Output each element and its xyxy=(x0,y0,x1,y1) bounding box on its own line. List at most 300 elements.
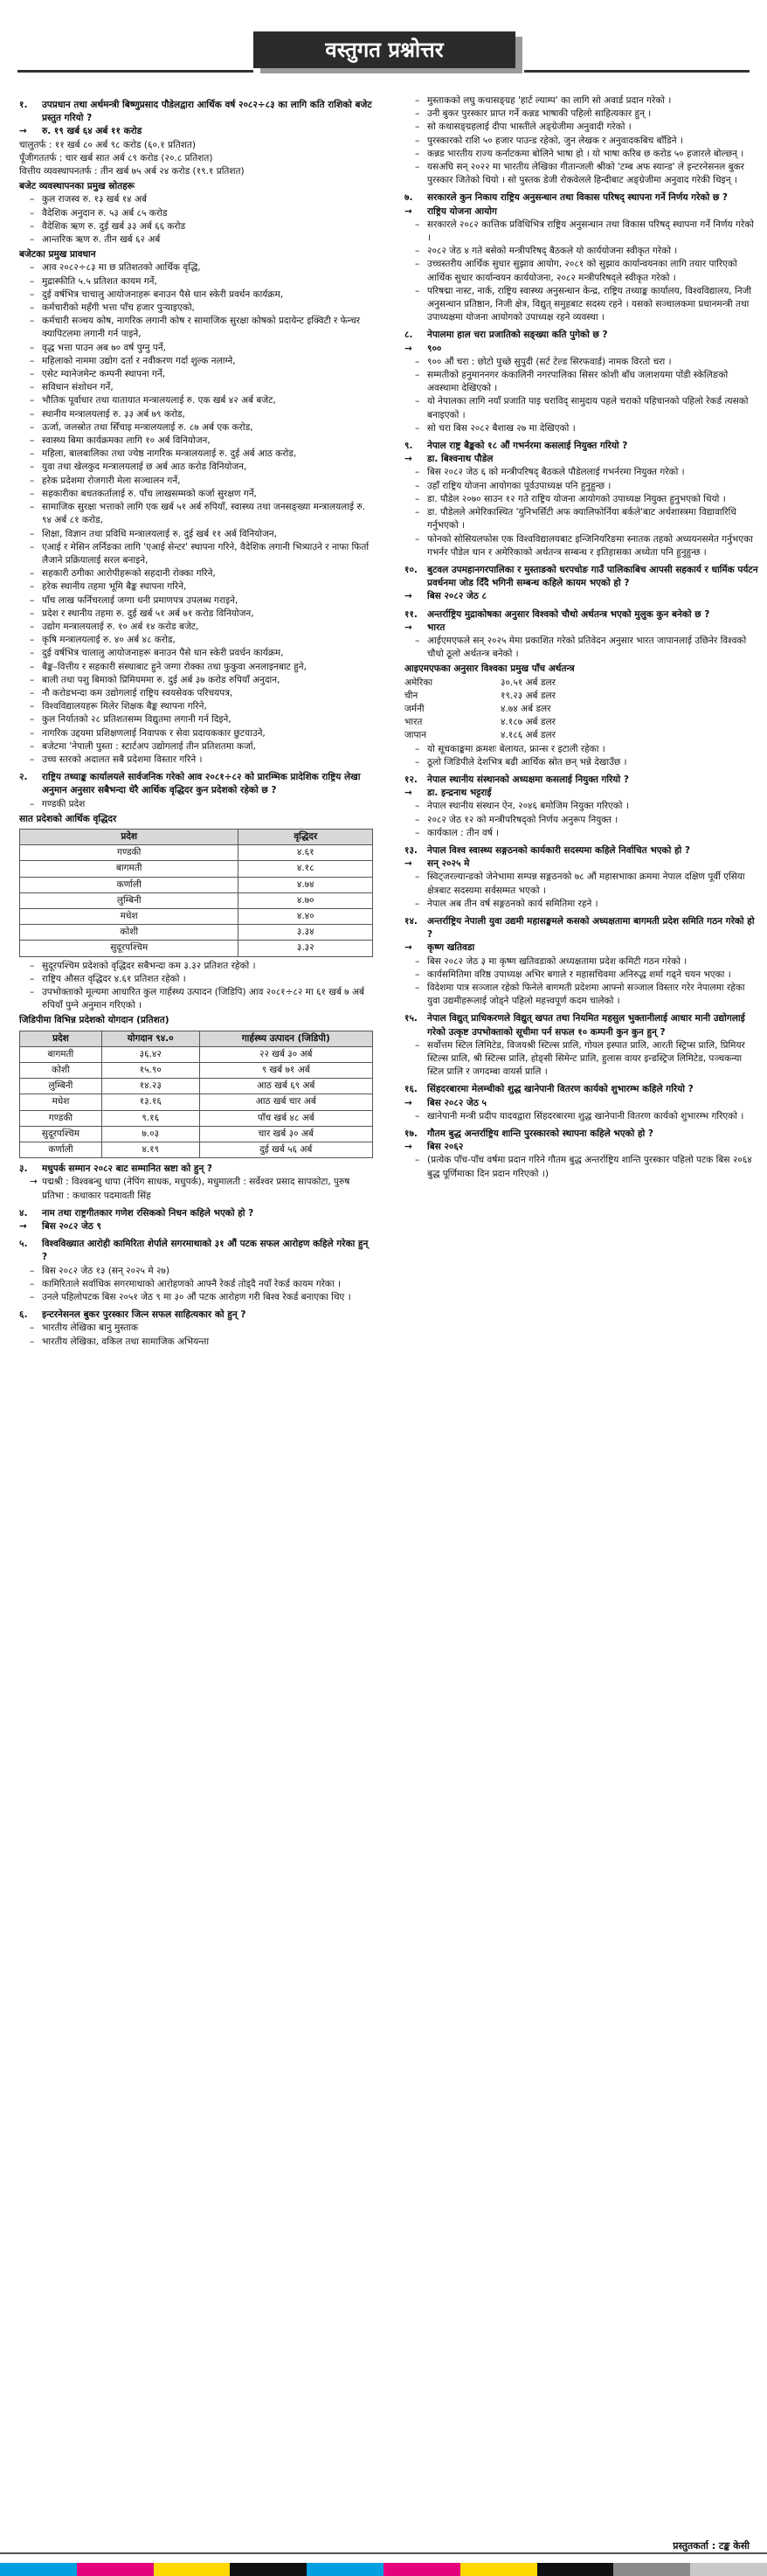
table-cell: लुम्बिनी xyxy=(20,1079,102,1094)
bullet-dash: – xyxy=(30,1336,35,1347)
bullet-dash: – xyxy=(415,756,420,767)
table-cell: ३६.४२ xyxy=(101,1046,199,1062)
question-number: ७. xyxy=(404,192,413,204)
list-item xyxy=(19,342,373,355)
question xyxy=(19,1238,373,1264)
table-cell: ४.४० xyxy=(238,908,373,924)
bullet-dash: – xyxy=(30,194,35,205)
list-item-text: एसेट म्यानेजमेन्ट कम्पनी स्थापना गर्ने, xyxy=(42,369,166,380)
table-cell: बागमती xyxy=(20,1046,102,1062)
question-text: बुटवल उपमहानगरपालिका र मुस्ताङको धरपचोङ गाउँ पालिकाबिच आपसी सहकार्य र धार्मिक पर्यटन प्रवर्धनमा जोड दिँदै भगिनी सम्बन्ध कहिले कायम भएको हो ? xyxy=(427,564,758,589)
list-item xyxy=(19,1278,373,1291)
list-item-text: हरेक प्रदेशमा रोजगारी मेला सञ्चालन गर्ने, xyxy=(42,475,181,486)
list-item-text: उपभोक्ताको मूल्यमा आधारित कुल गार्हस्थ्य उत्पादन (जिडिपि) आव २०८१÷८२ मा ६१ खर्ब ७ अर्ब रुपियाँ पुग्ने अनुमान गरिएको । xyxy=(42,987,364,1011)
list-item-text: कृषि मन्त्रालयलाई रु. ४० अर्ब ४८ करोड, xyxy=(42,635,176,646)
list-item xyxy=(404,1154,758,1180)
list-item-text: हरेक स्थानीय तहमा भूमि बैङ्क स्थापना गरिने, xyxy=(42,581,187,593)
list-item xyxy=(19,1322,373,1335)
table-header-cell: योगदान ९४.० xyxy=(101,1031,199,1046)
list-item xyxy=(19,368,373,381)
question xyxy=(19,771,373,797)
answer-text: गण्डकी प्रदेश xyxy=(42,798,86,809)
list-item-text: यो नेपालका लागि नयाँ प्रजाति पाइ चराविद् सामुदाय पहले चराको पहिचानको पहिलो रेकर्ड त्यसको बनाइएको । xyxy=(427,396,749,420)
list-item xyxy=(19,434,373,448)
list-item-text: सुदूरपश्चिम प्रदेशको वृद्धिदर सबैभन्दा कम ३.३२ प्रतिशत रहेको । xyxy=(42,960,256,971)
country-name: अमेरिका xyxy=(404,677,433,688)
list-item xyxy=(19,302,373,315)
list-item-text: उच्चस्तरीय आर्थिक सुधार सुझाव आयोग, २०८१ को सुझाव कार्यान्वयनका लागि तयार पारिएको आर्थिक सुधार कार्यान्वयन कार्ययोजना, २०८२ मन्त्रीपरिषद्ले स्वीकृत गरेको । xyxy=(427,259,737,283)
list-item xyxy=(19,193,373,206)
gdp-value: ४.७४ अर्ब डलर xyxy=(501,703,551,714)
answer-arrow-icon: → xyxy=(19,126,27,137)
bullet-dash: – xyxy=(30,621,35,632)
bullet-dash: – xyxy=(415,396,420,407)
list-item xyxy=(404,245,758,258)
list-item-text: सर्वोत्तम स्टिल लिमिटेड, विजयश्री स्टिल्स प्रालि, गोयल इस्पात प्रालि, आरती स्ट्रिप्स प्रालि, प्रिमियर स्टिल्स प्रालि, श्री स्टिल्स प्रालि, होङ्सी सिमेन्ट प्रालि, हुलास वायर इन्डस्ट्रिज लिमिटेड, पञ्चकन्या स्टिल प्रालि र जगदम्बा वायर्स प्रालि । xyxy=(427,1039,745,1078)
list-item xyxy=(19,408,373,421)
bullet-dash: – xyxy=(30,382,35,393)
answer-text: बिस २०८२ जेठ ८ xyxy=(427,591,487,602)
bullet-dash: – xyxy=(415,898,420,909)
list-item-text: वृद्ध भत्ता पाउन अब ७० वर्ष पुग्नु पर्ने, xyxy=(42,342,166,353)
list-item-text: बजेटमा 'नेपाली पुस्ता : स्टार्टअप उद्योगलाई तीन प्रतिशतमा कर्जा, xyxy=(42,740,256,752)
left-column xyxy=(19,94,373,1349)
list-item xyxy=(404,982,758,1008)
bullet-dash: – xyxy=(30,288,35,300)
list-item-text: पाँच लाख फर्निचरलाई जग्गा धनी प्रमाणपत्र उपलब्ध गराइने, xyxy=(42,594,238,606)
list-item xyxy=(19,461,373,474)
question xyxy=(404,329,758,342)
list-item-text: २०८२ जेठ ४ गते बसेको मन्त्रीपरिषद् बैठकले यो कार्ययोजना स्वीकृत गरेको । xyxy=(427,246,678,257)
color-swatch xyxy=(613,2563,690,2576)
table-cell: दुई खर्ब ५६ अर्ब xyxy=(199,1142,372,1158)
bullet-dash: – xyxy=(415,259,420,270)
data-table xyxy=(19,1031,373,1159)
answer xyxy=(404,787,758,800)
bullet-dash: – xyxy=(30,674,35,685)
list-item xyxy=(404,969,758,982)
list-item-text: उहाँ राष्ट्रिय योजना आयोगका पूर्वउपाध्यक्ष पनि हुनुहुन्छ । xyxy=(427,480,612,491)
answer-text: भारत xyxy=(427,621,446,633)
answer xyxy=(19,1220,373,1233)
list-item-text: बिस २०८२ जेठ ६ को मन्त्रीपरिषद् बैठकले पौडेललाई गभर्नरमा नियुक्त गरेको । xyxy=(427,467,685,478)
table-cell: ७.०३ xyxy=(101,1126,199,1142)
bullet-dash: – xyxy=(415,108,420,120)
list-item-text: डा. पौडेलले अमेरिकास्थित 'युनिभर्सिटी अफ क्यालिफोर्निया बर्कले'बाट अर्थशास्त्रमा विद्यावारिधि गर्नुभएको । xyxy=(427,507,736,531)
bullet-dash: – xyxy=(415,356,420,367)
bullet-dash: – xyxy=(415,743,420,754)
question-number: ११. xyxy=(404,608,418,620)
country-name: भारत xyxy=(404,717,423,728)
bullet-dash: – xyxy=(30,316,35,327)
list-item xyxy=(19,713,373,726)
list-item xyxy=(19,1291,373,1304)
question-number: ८. xyxy=(404,330,413,341)
color-swatch xyxy=(154,2563,231,2576)
answer-arrow-icon: → xyxy=(404,343,412,354)
list-item xyxy=(404,258,758,284)
list-item xyxy=(404,814,758,827)
table-row xyxy=(20,925,373,941)
list-item xyxy=(404,898,758,911)
list-item-text: दुई वर्षभित्र चालालु आयोजनाहरू बनाउन पैसे धान स्केरी प्रवर्धन कार्यक्रम, xyxy=(42,648,284,659)
list-item-text: स्वास्थ्य बिमा कार्यक्रमका लागि १० अर्ब विनियोजन, xyxy=(42,435,211,447)
answer xyxy=(404,941,758,955)
bullet-dash: – xyxy=(30,987,35,997)
table-cell: ४.७४ xyxy=(238,877,373,892)
bullet-dash: – xyxy=(415,122,420,133)
list-item xyxy=(404,743,758,756)
table-row xyxy=(20,1094,373,1110)
question-number: १६. xyxy=(404,1084,418,1095)
bullet-dash: – xyxy=(30,435,35,447)
table-row xyxy=(20,1079,373,1094)
bullet-dash: – xyxy=(30,234,35,246)
bullet-dash: – xyxy=(30,608,35,619)
bullet-dash: – xyxy=(30,207,35,219)
list-item-text: नेपाल स्थानीय संस्थान ऐन, २०४६ बमोजिम नियुक्त गरिएको । xyxy=(427,801,629,812)
bullet-dash: – xyxy=(30,395,35,406)
question-text: नेपाल स्थानीय संस्थानको अध्यक्षमा कसलाई नियुक्त गरियो ? xyxy=(427,774,629,785)
answer xyxy=(404,1141,758,1154)
bullet-dash: – xyxy=(30,220,35,232)
question xyxy=(404,191,758,205)
answer xyxy=(404,1097,758,1110)
list-item-text: कुल निर्यातको २८ प्रतिशतसम्म विद्युतमा लगानी गर्न दिइने, xyxy=(42,714,231,726)
table-cell: आठ खर्ब चार अर्ब xyxy=(199,1094,372,1110)
page-title: वस्तुगत प्रश्नोत्तर xyxy=(253,31,515,68)
bullet-dash: – xyxy=(30,421,35,433)
question-text: नेपाल राष्ट्र बैङ्कको १८ औं गभर्नरमा कसलाई नियुक्त गरियो ? xyxy=(427,441,628,452)
table-cell: ३.३२ xyxy=(238,941,373,956)
bullet-dash: → xyxy=(30,1177,38,1188)
list-item-text: मुस्ताकको लघु कथासङ्ग्रह 'हार्ट ल्याम्प' का लागि सो अवार्ड प्रदान गरेको । xyxy=(427,95,672,106)
table-cell: ४.१८ xyxy=(238,861,373,877)
question-number: १. xyxy=(19,100,28,110)
list-item-text: नेपाल अब तीन वर्ष सङ्गठनको कार्य समितिमा रहने । xyxy=(427,898,598,909)
question-text: इन्टरनेसनल बुकर पुरस्कार जित्न सफल साहित्यकार को हुन् ? xyxy=(42,1309,246,1321)
list-item xyxy=(19,501,373,527)
question xyxy=(404,564,758,590)
bullet-dash: – xyxy=(415,285,420,296)
answer-text: पद्मश्री : विश्वबन्धु थापा (नेपिंग साधक, मधुपर्क), मधुमालती : सर्वेश्वर प्रसाद सापकोटा, पुरुष प्रतिभा : कथाकार पदमावती सिंह xyxy=(42,1177,350,1201)
list-item xyxy=(404,466,758,479)
list-item xyxy=(404,800,758,813)
question-number: ३. xyxy=(19,1163,28,1175)
answer-text: बिस २०८२ जेठ ५ xyxy=(427,1097,487,1108)
list-item-text: कुल राजस्व रु. १३ खर्ब १४ अर्ब xyxy=(42,194,147,205)
list-item xyxy=(19,740,373,753)
author-credit: प्रस्तुतकर्ता : टङ्क केसी xyxy=(673,2540,750,2552)
bullet-dash: – xyxy=(415,871,420,883)
question-text: राष्ट्रिय तथ्याङ्क कार्यालयले सार्वजनिक गरेको आव २०८१÷८२ को प्रारम्भिक प्रादेशिक राष्ट्रिय लेखा अनुमान अनुसार सबैभन्दा धेरै आर्थिक वृद्धिदर कुन प्रदेशको रहेको छ ? xyxy=(42,772,361,796)
bullet-dash: – xyxy=(415,1155,420,1166)
question-number: ६. xyxy=(19,1309,28,1321)
bullet-dash: – xyxy=(30,581,35,593)
list-item xyxy=(404,148,758,161)
table-cell: आठ खर्ब ६९ अर्ब xyxy=(199,1079,372,1094)
bullet-dash: – xyxy=(30,568,35,580)
list-item xyxy=(404,635,758,661)
question-text: सरकारले कुन निकाय राष्ट्रिय अनुसन्धान तथा विकास परिषद् स्थापना गर्ने निर्णय गरेको छ ? xyxy=(427,192,728,204)
list-item xyxy=(19,488,373,501)
list-item xyxy=(19,727,373,740)
color-swatch xyxy=(77,2563,154,2576)
bullet-dash: – xyxy=(415,219,420,230)
table-row xyxy=(20,908,373,924)
bullet-dash: – xyxy=(415,493,420,504)
list-item xyxy=(19,421,373,434)
question-text: अन्तर्राष्ट्रिय नेपाली युवा उद्यमी महासङ्घमले कसको अध्यक्षतामा बागमती प्रदेश समिति गठन गरेको हो ? xyxy=(427,915,755,941)
bullet-dash: – xyxy=(415,635,420,646)
table-cell: ४.१९ xyxy=(101,1142,199,1158)
list-item xyxy=(404,285,758,325)
bullet-dash: – xyxy=(30,262,35,274)
list-item-text: बाली तथा पशु बिमाको प्रिमियममा रु. दुई अर्ब ३७ करोड रुपियाँ अनुदान, xyxy=(42,674,280,685)
answer xyxy=(404,858,758,871)
list-item xyxy=(19,448,373,461)
list-item xyxy=(19,700,373,713)
list-item-text: खानेपानी मन्त्री प्रदीप यादवद्वारा सिंहदरबारमा शुद्ध खानेपानी वितरण कार्यको शुभारम्भ गरिएको । xyxy=(427,1110,744,1121)
list-item xyxy=(19,608,373,621)
color-swatch xyxy=(230,2563,307,2576)
list-item xyxy=(19,1265,373,1278)
question-number: १०. xyxy=(404,564,418,575)
list-item xyxy=(19,315,373,341)
bullet-dash: – xyxy=(415,955,420,967)
bullet-dash: – xyxy=(415,162,420,173)
list-item xyxy=(19,986,373,1012)
list-item xyxy=(404,161,758,187)
color-swatch xyxy=(460,2563,537,2576)
table-row xyxy=(20,861,373,877)
bullet-dash: – xyxy=(30,541,35,552)
print-color-bar xyxy=(0,2563,767,2576)
growth-table-title: सात प्रदेशको आर्थिक वृद्धिदर xyxy=(19,813,117,824)
bullet-dash: – xyxy=(30,355,35,366)
text-line: चालुतर्फ : ११ खर्ब ८० अर्ब ९८ करोड (६०.१ प्रतिशत) xyxy=(19,139,196,150)
table-cell: पाँच खर्ब ४८ अर्ब xyxy=(199,1110,372,1126)
table-cell: ३.३४ xyxy=(238,925,373,941)
list-item xyxy=(404,480,758,493)
answer-text: डा. बिश्वनाथ पौडेल xyxy=(427,454,494,465)
answer-arrow-icon: → xyxy=(404,942,412,954)
answer-text: डा. इन्द्रनाथ भट्टराई xyxy=(427,788,492,799)
color-swatch xyxy=(537,2563,614,2576)
answer xyxy=(404,453,758,466)
answer-arrow-icon: → xyxy=(404,858,412,870)
list-item xyxy=(404,121,758,134)
list-item-text: कन्नड भारतीय राज्य कर्नाटकमा बोलिने भाषा हो । यो भाषा करिब छ करोड ५० हजारले बोल्छन् । xyxy=(427,148,744,159)
answer-text: राष्ट्रिय योजना आयोग xyxy=(427,205,497,217)
list-item-text: एआई र मेसिन लर्निङका लागि 'एआई सेन्टर' स्थापना गरिने, वैदेशिक लगानी भित्र्याउने र नाफा फिर्ता लैजाने प्रक्रियालाई सरल बनाइने, xyxy=(42,541,370,566)
list-item-text: नागरिक उद्दयमा प्रशिक्षणलाई निवापक र सेवा प्रदायककार छुटयाउने, xyxy=(42,727,266,739)
list-item-text: बैङ्क–वित्तीय र सहकारी संस्थाबाट हुने जग्गा रोक्का तथा फुकुवा अनलाइनबाट हुने, xyxy=(42,661,307,672)
list-item xyxy=(19,594,373,608)
text-line: पूँजीगततर्फ : चार खर्ब सात अर्ब ८९ करोड (२०.८ प्रतिशत) xyxy=(19,152,213,163)
list-item xyxy=(404,756,758,769)
bullet-dash: – xyxy=(415,1110,420,1121)
bullet-dash: – xyxy=(30,1323,35,1334)
table-cell: गण्डकी xyxy=(20,1110,102,1126)
gdp-value: १९.२३ अर्ब डलर xyxy=(501,690,556,701)
bottom-rule xyxy=(0,2552,767,2554)
question-text: अन्तर्राष्ट्रिय मुद्राकोषका अनुसार विश्वको चौथो अर्थतन्त्र भएको मुलुक कुन बनेको छ ? xyxy=(427,608,710,620)
table-cell: ४.७० xyxy=(238,892,373,908)
question-text: विश्वविख्यात आरोही कामिरिता शेर्पाले सगरमाथाको ३१ औं पटक सफल आरोहण कहिले गरेका हुन् ? xyxy=(42,1239,369,1263)
bullet-dash: – xyxy=(30,727,35,739)
list-item xyxy=(404,94,758,108)
table-cell: सुदूरपश्चिम xyxy=(20,1126,102,1142)
list-item xyxy=(404,827,758,840)
bullet-dash: – xyxy=(415,148,420,159)
list-item-text: कर्मचारीको महँगी भत्ता पाँच हजार पुऱ्याइएको, xyxy=(42,302,195,314)
bullet-dash: – xyxy=(415,467,420,478)
bullet-dash: – xyxy=(415,827,420,838)
list-item-text: महिला, बालबालिका तथा ज्येष्ठ नागरिक मन्त्रालयलाई रु. दुई अर्ब आठ करोड, xyxy=(42,448,297,460)
right-column xyxy=(404,94,758,1181)
bullet-dash: – xyxy=(30,594,35,606)
list-item-text: कार्यसमितिमा वरिष्ठ उपाध्यक्ष अभिर बगाले र महासचिवमा अनिरुद्ध शर्मा गढ्ने चयन भएका । xyxy=(427,969,731,980)
list-item xyxy=(404,533,758,559)
list-item xyxy=(19,355,373,368)
list-item xyxy=(19,647,373,660)
list-item-text: कामिरिताले सर्वाधिक सगरमाथाको आरोहणको आफ्नै रेकर्ड तोड्दै नयाँ रेकर्ड कायम गरेका । xyxy=(42,1278,342,1289)
bullet-dash: – xyxy=(30,502,35,513)
list-item-text: वैदेशिक अनुदान रु. ५३ अर्ब ८५ करोड xyxy=(42,207,168,219)
bullet-dash: – xyxy=(30,342,35,353)
answer-text: बिस २०६२ xyxy=(427,1142,464,1153)
list-item-text: सहकारीका बचतकर्तालाई रु. पाँच लाखसम्मको कर्जा सुरक्षण गर्ने, xyxy=(42,488,257,499)
answer-text: बिस २०८२ जेठ ९ xyxy=(42,1221,101,1232)
question-number: १४. xyxy=(404,915,418,927)
table-row xyxy=(20,1142,373,1158)
list-item xyxy=(404,1039,758,1080)
question xyxy=(19,1207,373,1220)
bullet-dash: – xyxy=(30,701,35,712)
bullet-dash: – xyxy=(415,507,420,518)
bullet-dash: – xyxy=(30,960,35,971)
list-item xyxy=(19,798,373,811)
table-header-row xyxy=(20,829,373,844)
table-cell: बागमती xyxy=(20,861,238,877)
question-number: ४. xyxy=(19,1207,28,1219)
economy-row xyxy=(404,703,758,716)
bullet-dash: – xyxy=(30,369,35,380)
table-row xyxy=(20,892,373,908)
list-item-text: ऊर्जा, जलस्रोत तथा सिँचाइ मन्त्रालयलाई रु. ८७ अर्ब एक करोड, xyxy=(42,421,253,433)
list-item xyxy=(19,1176,373,1202)
list-item-text: महिलाको नाममा उद्योग दर्ता र नवीकरण गर्दा शुल्क नलाग्ने, xyxy=(42,355,236,366)
table-cell: मधेश xyxy=(20,908,238,924)
bullet-dash: – xyxy=(30,1278,35,1289)
color-swatch xyxy=(307,2563,384,2576)
list-item xyxy=(19,275,373,288)
question-number: १५. xyxy=(404,1013,418,1024)
list-item xyxy=(404,422,758,435)
list-item-text: कार्यकाल : तीन वर्ष । xyxy=(427,827,500,838)
bullet-dash: – xyxy=(415,246,420,257)
list-item-text: भारतीय लेखिका, वकिल तथा सामाजिक अभियन्ता xyxy=(42,1336,210,1347)
list-item xyxy=(404,395,758,421)
list-item xyxy=(19,567,373,580)
bullet-dash: – xyxy=(30,714,35,726)
list-item-text: उनी बुकर पुरस्कार प्राप्त गर्ने कन्नड भाषाकी पहिलो साहित्यकार हुन् । xyxy=(427,108,652,120)
table-cell: १३.१६ xyxy=(101,1094,199,1110)
list-item-text: आव २०८२÷८३ मा छ प्रतिशतको आर्थिक वृद्धि, xyxy=(42,262,201,274)
question-number: २. xyxy=(19,772,28,783)
gdp-value: ४.१८६ अर्ब डलर xyxy=(501,730,556,741)
list-item xyxy=(404,135,758,148)
list-item-text: स्विट्जरल्यान्डको जेनेभामा सम्पन्न सङ्गठनको ७८ औं महासभाका क्रममा नेपाल दक्षिण पूर्वी एसिया क्षेत्रबाट सदस्यमा सर्वसम्मत भएको । xyxy=(427,871,745,896)
list-item-text: मुद्रास्फीति ५.५ प्रतिशत कायम गर्ने, xyxy=(42,275,157,287)
answer-arrow-icon: → xyxy=(404,205,412,217)
answer-arrow-icon: → xyxy=(404,621,412,633)
list-item-text: कर्मचारी सञ्चय कोष, नागरिक लगानी कोष र सामाजिक सुरक्षा कोषको प्रदायेन्ट इक्विटी र फेन्चर क्यापिटलमा लगानी गर्न पाइने, xyxy=(42,316,361,340)
list-item-text: राष्ट्रिय औसत वृद्धिदर ४.६१ प्रतिशत रहेको । xyxy=(42,973,186,984)
list-item-text: वैदेशिक ऋण रु. दुई खर्ब ३३ अर्ब ६६ करोड xyxy=(42,220,186,232)
list-item xyxy=(19,1336,373,1349)
question xyxy=(19,1309,373,1322)
list-item xyxy=(19,960,373,973)
list-item-text: उच्च स्तरको अदालत सबै प्रदेशमा विस्तार गरिने । xyxy=(42,753,203,765)
list-item xyxy=(19,753,373,767)
table-cell: ९.१६ xyxy=(101,1110,199,1126)
section-title xyxy=(253,31,515,72)
list-item xyxy=(19,634,373,647)
bullet-dash: – xyxy=(30,408,35,420)
table-cell: कोशी xyxy=(20,925,238,941)
answer-arrow-icon: → xyxy=(404,788,412,799)
bullet-dash: – xyxy=(30,687,35,698)
list-item xyxy=(19,261,373,274)
bullet-dash: – xyxy=(415,801,420,812)
bullet-dash: – xyxy=(30,475,35,486)
question-text: नेपालमा हाल चरा प्रजातिको सङ्ख्या कति पुगेको छ ? xyxy=(427,330,608,341)
table-cell: १५.९० xyxy=(101,1063,199,1079)
table-header-cell: वृद्धिदर xyxy=(238,829,373,844)
list-item-text: विश्वविद्यालयहरू मिलेर शिक्षक बैङ्क स्थापना गरिने, xyxy=(42,701,207,712)
list-item-text: यसअघि सन् २०२२ मा भारतीय लेखिका गीतान्जली श्रीको 'टम्ब अफ स्यान्ड' ले इन्टरनेसनल बुकर पुरस्कार जितेको थियो । सो पुस्तक डेजी रोकवेलले हिन्दीबाट अङ्ग्रेजीमा अनुवाद गरेकी थिइन् । xyxy=(427,162,744,186)
list-item xyxy=(404,1110,758,1123)
table-cell: सुदूरपश्चिम xyxy=(20,941,238,956)
answer-arrow-icon: → xyxy=(404,1097,412,1108)
bullet-dash: – xyxy=(30,1292,35,1303)
table-cell: चार खर्ब ३० अर्ब xyxy=(199,1126,372,1142)
table-cell: १४.२३ xyxy=(101,1079,199,1094)
bullet-dash: – xyxy=(30,635,35,646)
table-row xyxy=(20,877,373,892)
question xyxy=(404,844,758,858)
bullet-dash: – xyxy=(415,135,420,146)
list-item-text: ९०० औं चरा : छोटो पुच्छे सुपुदी (सर्ट टेल्ड सिरफवार्ड) नामक विरतो चरा । xyxy=(427,356,672,367)
table-header-row xyxy=(20,1031,373,1046)
data-table xyxy=(19,829,373,957)
bullet-dash: – xyxy=(30,973,35,984)
bullet-dash: – xyxy=(415,814,420,825)
list-item xyxy=(404,219,758,245)
bullet-dash: – xyxy=(415,370,420,381)
list-item-text: २०८२ जेठ १२ को मन्त्रीपरिषद्को निर्णय अनुरूप नियुक्त । xyxy=(427,814,618,825)
question-number: १७. xyxy=(404,1128,418,1140)
table-cell: मधेश xyxy=(20,1094,102,1110)
question xyxy=(19,99,373,125)
answer-text: कृष्ण खतिवडा xyxy=(427,942,475,954)
list-item xyxy=(19,233,373,246)
bullet-dash: – xyxy=(30,648,35,659)
question-text: नेपाल विद्युत् प्राधिकरणले विद्युत् खपत तथा नियमित महसुल भुक्तानीलाई आधार मानी उद्योगलाई गरेको उत्कृष्ट उपभोक्ताको सूचीमा पर्न सफल १० कम्पनी कुन कुन हुन् ? xyxy=(427,1013,745,1038)
bullet-dash: – xyxy=(30,1265,35,1276)
